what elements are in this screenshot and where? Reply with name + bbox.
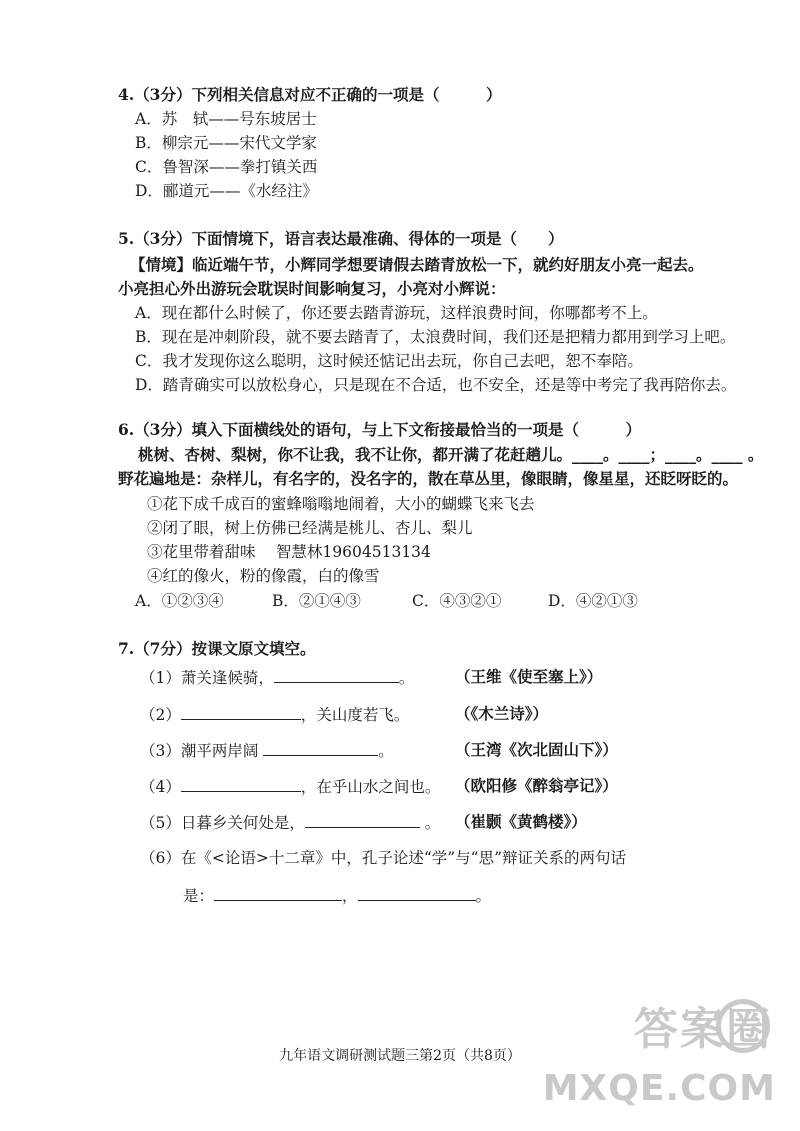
q7-item-1-pre: （1）萧关逢候骑， [140,669,274,687]
q7-item-3 [140,739,394,762]
q7-item-5-blank[interactable] [305,811,420,828]
q7-item-2-pre: （2） [140,706,181,724]
q4-option-d: D．郦道元——《水经注》 [135,182,318,200]
q4-option-b: B．柳宗元——宋代文学家 [135,134,317,152]
q6-choice-d: D．④②①③ [548,592,638,610]
q5-option-c: C．我才发现你这么聪明，这时候还惦记出去玩，你自己去吧，恕不奉陪。 [135,352,643,370]
q7-item-6-mid: ， [342,887,358,905]
q7-item-1-post: 。 [398,669,415,687]
q6-choice-b: B．②①④③ [272,592,361,610]
q7-item-6-pre: 是： [183,887,215,905]
q6-choice-c: C．④③②① [412,592,502,610]
q4-option-a: A．苏 轼——号东坡居士 [135,110,317,128]
q7-item-2 [140,703,409,726]
q7-item-6-blank-1[interactable] [214,884,342,901]
q5-option-a: A．现在都什么时候了，你还要去踏青游玩，这样浪费时间，你哪都考不上。 [135,304,658,322]
q7-item-6-blank-2[interactable] [358,884,476,901]
watermark-logo [542,993,782,1113]
page-footer: 九年语文调研测试题三第2页（共8页） [279,1048,521,1064]
q7-item-6-line1: （6）在《<论语>十二章》中，孔子论述“学”与“思”辩证关系的两句话 [140,849,627,867]
q6-choice-a: A．①②③④ [135,592,224,610]
q5-context-line2: 小亮担心外出游玩会耽误时间影响复习，小亮对小辉说： [118,279,506,298]
q7-item-6-line2 [183,884,491,907]
q5-context-line1: 【情境】临近端午节，小辉同学想要请假去踏青放松一下，就约好朋友小亮一起去。 [130,255,704,274]
q4-option-c: C．鲁智深——拳打镇关西 [135,158,318,176]
q6-stem: 6.（3分）填入下面横线处的语句，与上下文衔接最恰当的一项是（ ） [118,420,641,439]
q7-item-2-source: （《木兰诗》） [455,704,549,723]
q7-item-1-source: （王维《使至塞上》） [455,667,603,686]
q7-item-3-pre: （3）潮平两岸阔 [140,742,264,760]
q7-item-3-post: 。 [378,742,394,760]
q4-stem: 4.（3分）下列相关信息对应不正确的一项是（ ） [118,85,502,104]
q7-item-6-post: 。 [475,887,492,905]
q7-item-4-post: ，在乎山水之间也。 [300,778,441,796]
q6-passage-line2: 野花遍地是：杂样儿，有名字的，没名字的，散在草丛里，像眼睛，像星星，还眨呀眨的。 [118,469,739,488]
q6-item-3: ③花里带着甜味 智慧林19604513134 [147,543,431,561]
q7-item-2-blank[interactable] [181,703,301,720]
q7-item-5-source: （崔颢《黄鹤楼》） [455,812,587,831]
q7-item-5-post: 。 [419,814,441,832]
q7-item-5-pre: （5）日暮乡关何处是， [140,814,305,832]
q7-item-3-blank[interactable] [263,739,378,756]
q7-item-4-source: （欧阳修《醉翁亭记》） [455,776,618,795]
watermark-top-text: 答案圈 [634,1004,772,1055]
q7-stem: 7.（7分）按课文原文填空。 [118,639,316,658]
q5-option-d: D．踏青确实可以放松身心，只是现在不合适，也不安全，还是等中考完了我再陪你去。 [135,376,737,394]
q5-stem: 5.（3分）下面情境下，语言表达最准确、得体的一项是（ ） [118,229,564,248]
q7-item-4 [140,775,440,798]
watermark-bottom-text: MXQE.COM [542,1068,776,1109]
q6-item-2: ②闭了眼，树上仿佛已经满是桃儿、杏儿、梨儿 [147,519,473,537]
q5-option-b: B．现在是冲刺阶段，就不要去踏青了，太浪费时间，我们还是把精力都用到学习上吧。 [135,328,736,346]
q7-item-2-post: ，关山度若飞。 [300,706,410,724]
q6-item-4: ④红的像火，粉的像霞，白的像雪 [147,567,380,585]
q7-item-4-pre: （4） [140,778,181,796]
q7-item-3-source: （王湾《次北固山下》） [455,740,618,759]
q7-item-4-blank[interactable] [181,775,301,792]
q7-item-1-blank[interactable] [274,666,399,683]
q7-item-1 [140,666,414,689]
q7-item-5 [140,811,440,834]
q6-item-1: ①花下成千成百的蜜蜂嗡嗡地闹着，大小的蝴蝶飞来飞去 [147,495,535,513]
q6-passage-line1: 桃树、杏树、梨树，你不让我，我不让你，都开满了花赶趟儿。____。____；____。____ 。 [138,445,764,464]
